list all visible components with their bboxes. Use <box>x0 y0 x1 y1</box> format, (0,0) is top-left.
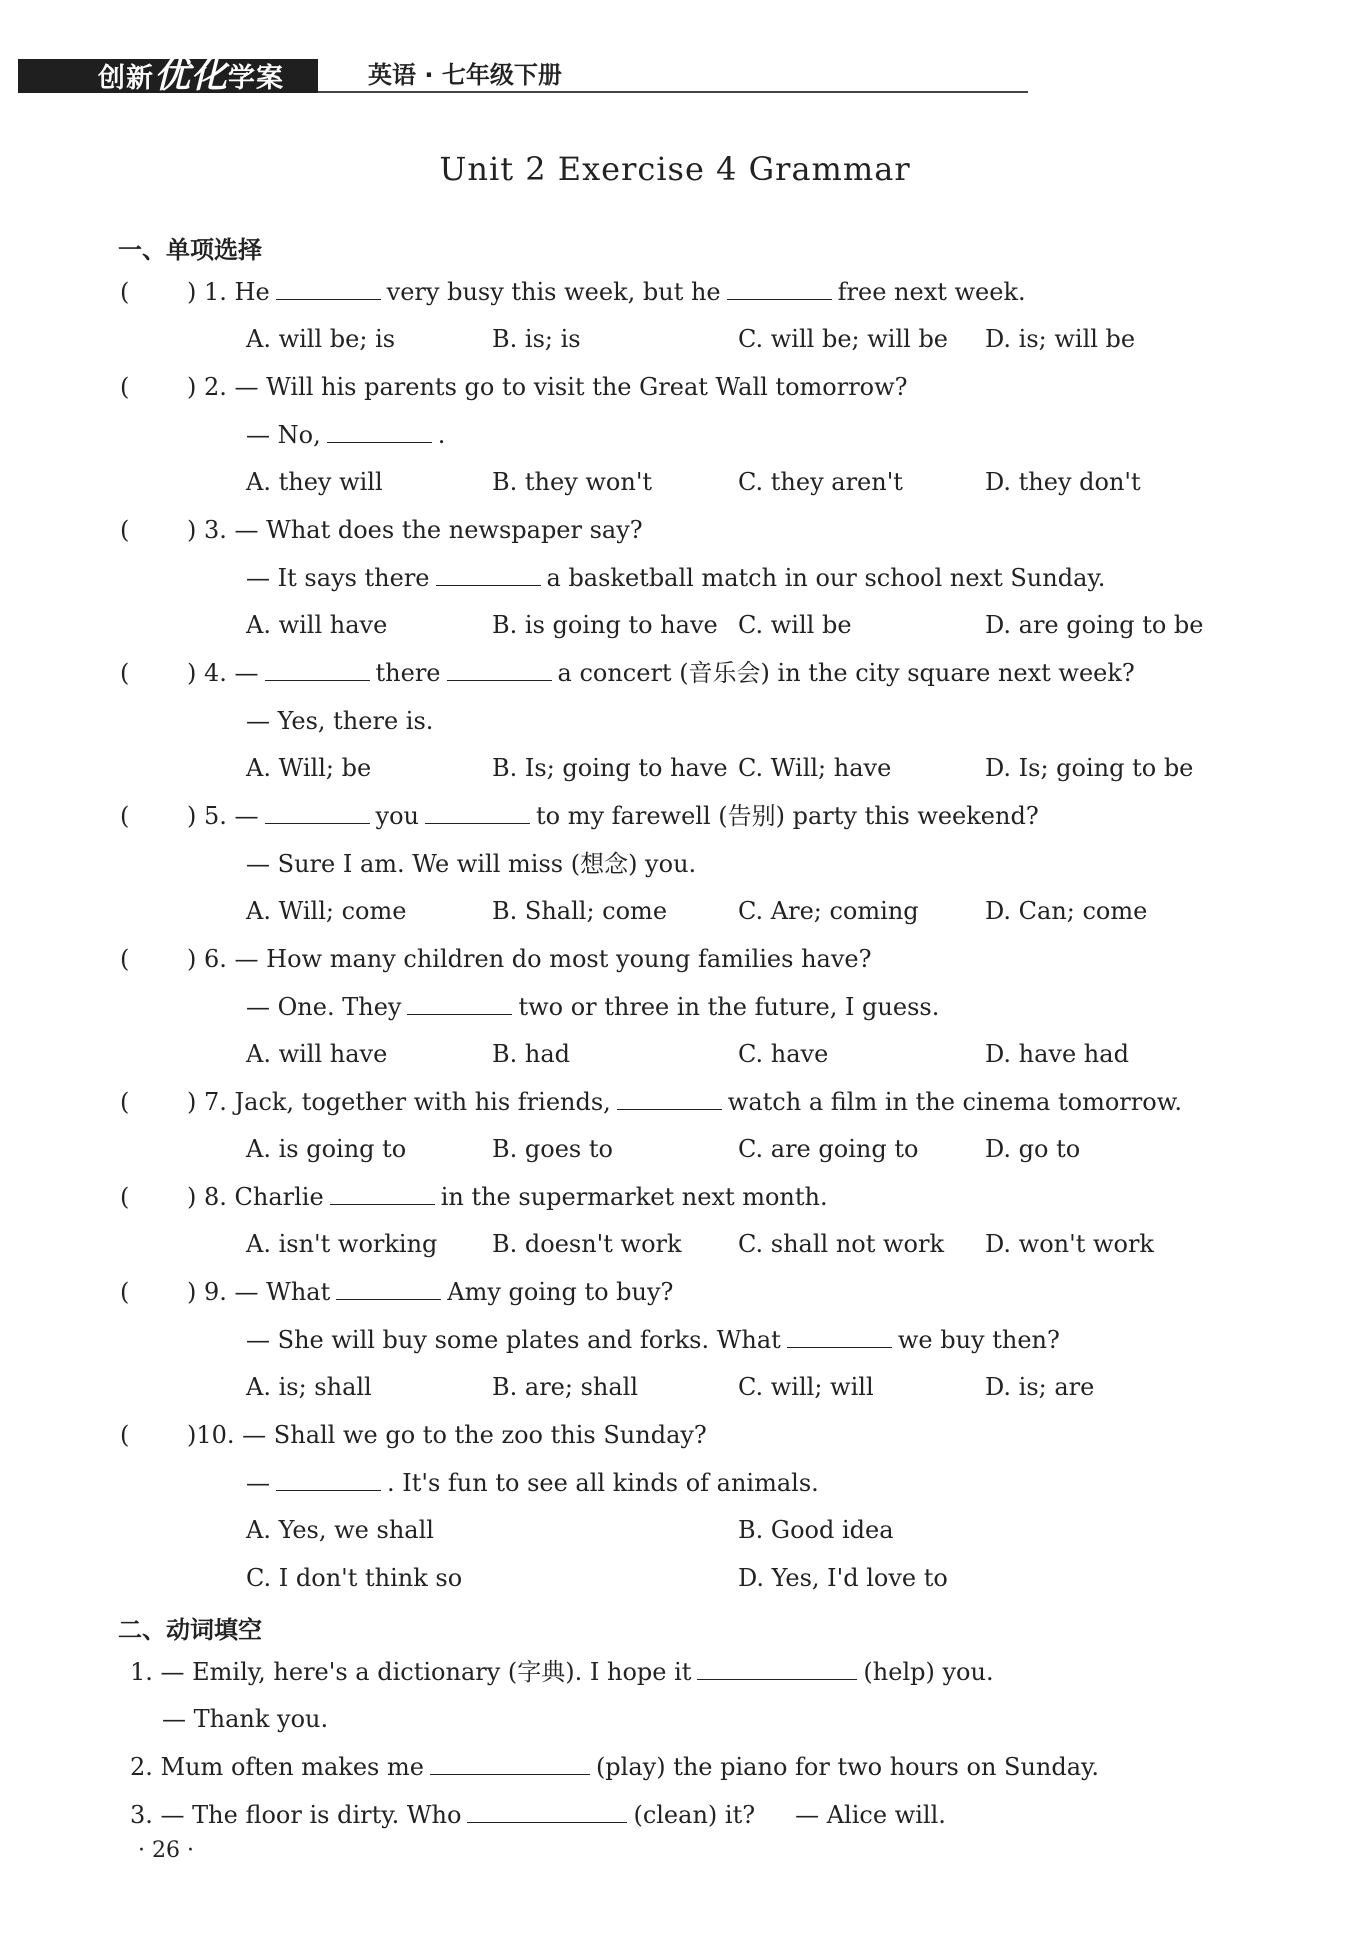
option-b: B. they won't <box>492 468 653 496</box>
option-c: C. Are; coming <box>738 897 919 925</box>
answer-blank <box>327 420 432 443</box>
question-3: ) 3. — What does the newspaper say? <box>187 516 643 544</box>
option-a: A. is going to <box>246 1135 407 1163</box>
page-number: · 26 · <box>138 1838 194 1863</box>
option-d: D. they don't <box>985 468 1141 496</box>
page-title: Unit 2 Exercise 4 Grammar <box>439 150 911 188</box>
answer-paren: ( <box>120 1278 130 1306</box>
question-8: ) 8. Charlie in the supermarket next month. <box>187 1183 828 1211</box>
option-d: D. Is; going to be <box>985 754 1194 782</box>
answer-paren: ( <box>120 802 130 830</box>
answer-blank <box>787 1325 892 1348</box>
question-10: )10. — Shall we go to the zoo this Sunday? <box>187 1421 707 1449</box>
option-d: D. is; are <box>985 1373 1095 1401</box>
answer-blank <box>617 1087 722 1110</box>
option-b: B. Good idea <box>738 1516 894 1544</box>
book-title: 英语 · 七年级下册 <box>368 61 562 89</box>
option-a: A. will have <box>246 1040 388 1068</box>
option-a: A. is; shall <box>246 1373 372 1401</box>
option-a: A. Yes, we shall <box>246 1516 434 1544</box>
answer-blank <box>697 1657 857 1680</box>
option-c: C. they aren't <box>738 468 903 496</box>
answer-blank <box>265 801 370 824</box>
answer-blank <box>727 277 832 300</box>
option-b: B. goes to <box>492 1135 613 1163</box>
question-3-answer: — It says there a basketball match in our school next Sunday. <box>246 564 1106 592</box>
option-d: D. won't work <box>985 1230 1154 1258</box>
section-title-1: 一、单项选择 <box>118 236 262 264</box>
answer-blank <box>436 563 541 586</box>
option-c: C. will be; will be <box>738 325 949 353</box>
option-d: D. have had <box>985 1040 1129 1068</box>
fill-item-3: 3. — The floor is dirty. Who (clean) it? — Alice will. <box>130 1801 946 1829</box>
option-b: B. Is; going to have <box>492 754 728 782</box>
question-4: ) 4. — there a concert (音乐会) in the city square next week? <box>187 659 1135 687</box>
option-a: A. Will; be <box>246 754 372 782</box>
option-a: A. will have <box>246 611 388 639</box>
option-a: A. will be; is <box>246 325 396 353</box>
option-d: D. is; will be <box>985 325 1136 353</box>
option-a: A. Will; come <box>246 897 407 925</box>
brand-logo: 创新优化学案 <box>18 59 318 93</box>
option-b: B. had <box>492 1040 571 1068</box>
answer-paren: ( <box>120 1088 130 1116</box>
option-b: B. doesn't work <box>492 1230 682 1258</box>
option-a: A. isn't working <box>246 1230 438 1258</box>
answer-blank <box>336 1277 441 1300</box>
question-9-answer: — She will buy some plates and forks. What we buy then? <box>246 1326 1060 1354</box>
option-a: A. they will <box>246 468 383 496</box>
question-7: ) 7. Jack, together with his friends, watch a film in the cinema tomorrow. <box>187 1088 1183 1116</box>
option-c: C. shall not work <box>738 1230 945 1258</box>
option-d: D. Yes, I'd love to <box>738 1564 948 1592</box>
answer-blank <box>276 1468 381 1491</box>
answer-blank <box>265 658 370 681</box>
answer-blank <box>430 1752 590 1775</box>
option-d: D. go to <box>985 1135 1081 1163</box>
question-2: ) 2. — Will his parents go to visit the Great Wall tomorrow? <box>187 373 908 401</box>
question-1: ) 1. He very busy this week, but he free next week. <box>187 278 1026 306</box>
option-b: B. Shall; come <box>492 897 668 925</box>
option-c: C. will be <box>738 611 852 639</box>
page-header <box>18 55 1028 95</box>
option-c: C. are going to <box>738 1135 919 1163</box>
question-4-answer: — Yes, there is. <box>246 707 434 735</box>
answer-paren: ( <box>120 945 130 973</box>
question-9: ) 9. — What Amy going to buy? <box>187 1278 674 1306</box>
fill-item-2: 2. Mum often makes me (play) the piano for two hours on Sunday. <box>130 1753 1100 1781</box>
question-5: ) 5. — you to my farewell (告别) party this weekend? <box>187 802 1039 830</box>
answer-blank <box>407 992 512 1015</box>
question-6-answer: — One. They two or three in the future, I guess. <box>246 993 940 1021</box>
option-d: D. Can; come <box>985 897 1148 925</box>
option-b: B. are; shall <box>492 1373 639 1401</box>
answer-paren: ( <box>120 659 130 687</box>
answer-blank <box>467 1800 627 1823</box>
question-5-answer: — Sure I am. We will miss (想念) you. <box>246 850 697 878</box>
question-2-answer: — No, . <box>246 421 446 449</box>
option-b: B. is; is <box>492 325 581 353</box>
answer-blank <box>276 277 381 300</box>
question-6: ) 6. — How many children do most young families have? <box>187 945 872 973</box>
question-10-answer: — . It's fun to see all kinds of animals. <box>246 1469 819 1497</box>
answer-paren: ( <box>120 278 130 306</box>
option-b: B. is going to have <box>492 611 718 639</box>
answer-blank <box>330 1182 435 1205</box>
fill-item-1-reply: — Thank you. <box>162 1705 329 1733</box>
answer-blank <box>447 658 552 681</box>
option-c: C. I don't think so <box>246 1564 463 1592</box>
answer-paren: ( <box>120 1421 130 1449</box>
option-d: D. are going to be <box>985 611 1204 639</box>
option-c: C. will; will <box>738 1373 874 1401</box>
answer-paren: ( <box>120 1183 130 1211</box>
answer-paren: ( <box>120 516 130 544</box>
option-c: C. Will; have <box>738 754 892 782</box>
answer-blank <box>425 801 530 824</box>
section-title-2: 二、动词填空 <box>118 1616 262 1644</box>
option-c: C. have <box>738 1040 829 1068</box>
answer-paren: ( <box>120 373 130 401</box>
fill-item-1: 1. — Emily, here's a dictionary (字典). I hope it (help) you. <box>130 1658 994 1686</box>
